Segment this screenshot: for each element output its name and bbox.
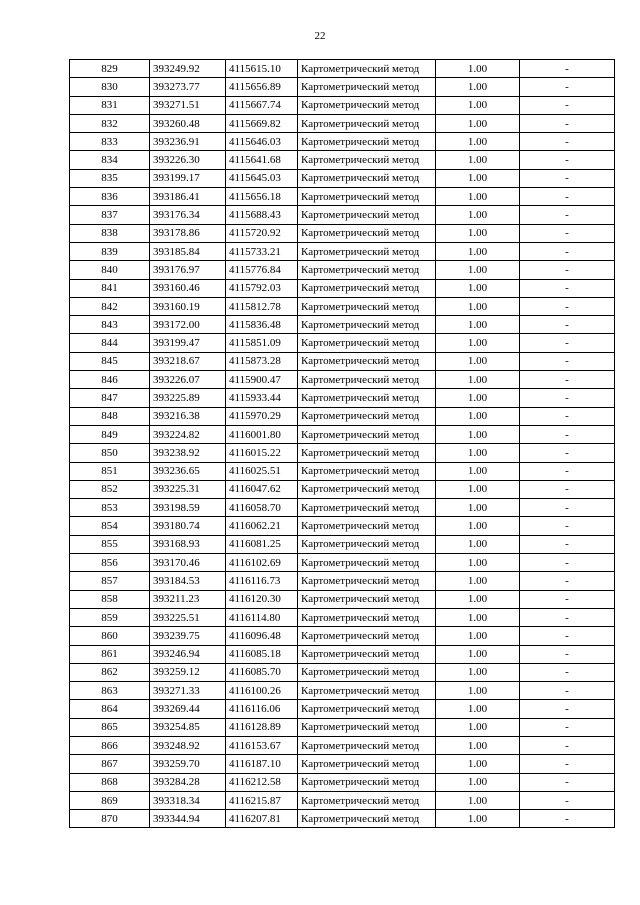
note-cell: - [520, 700, 615, 718]
accuracy-cell: 1.00 [436, 517, 520, 535]
table-row [70, 590, 615, 608]
y-coordinate-cell: 4115933.44 [226, 389, 298, 407]
note-cell: - [520, 682, 615, 700]
note-cell: - [520, 755, 615, 773]
x-coordinate-cell: 393184.53 [150, 572, 226, 590]
x-coordinate-cell: 393249.92 [150, 60, 226, 78]
method-cell: Картометрический метод [298, 78, 436, 96]
table-row [70, 554, 615, 572]
coordinates-table-body [70, 60, 615, 828]
method-cell: Картометрический метод [298, 334, 436, 352]
accuracy-cell: 1.00 [436, 224, 520, 242]
x-coordinate-cell: 393246.94 [150, 645, 226, 663]
accuracy-cell: 1.00 [436, 279, 520, 297]
method-cell: Картометрический метод [298, 316, 436, 334]
table-row [70, 444, 615, 462]
note-cell: - [520, 224, 615, 242]
y-coordinate-cell: 4116114.80 [226, 608, 298, 626]
table-row [70, 316, 615, 334]
point-number-cell: 846 [70, 371, 150, 389]
point-number-cell: 832 [70, 114, 150, 132]
y-coordinate-cell: 4115970.29 [226, 407, 298, 425]
y-coordinate-cell: 4115900.47 [226, 371, 298, 389]
method-cell: Картометрический метод [298, 297, 436, 315]
note-cell: - [520, 133, 615, 151]
table-row [70, 114, 615, 132]
method-cell: Картометрический метод [298, 224, 436, 242]
method-cell: Картометрический метод [298, 425, 436, 443]
method-cell: Картометрический метод [298, 188, 436, 206]
x-coordinate-cell: 393236.91 [150, 133, 226, 151]
note-cell: - [520, 151, 615, 169]
table-row [70, 791, 615, 809]
method-cell: Картометрический метод [298, 279, 436, 297]
point-number-cell: 848 [70, 407, 150, 425]
y-coordinate-cell: 4115776.84 [226, 261, 298, 279]
x-coordinate-cell: 393225.51 [150, 608, 226, 626]
accuracy-cell: 1.00 [436, 700, 520, 718]
y-coordinate-cell: 4115792.03 [226, 279, 298, 297]
accuracy-cell: 1.00 [436, 114, 520, 132]
note-cell: - [520, 535, 615, 553]
accuracy-cell: 1.00 [436, 242, 520, 260]
accuracy-cell: 1.00 [436, 297, 520, 315]
method-cell: Картометрический метод [298, 60, 436, 78]
point-number-cell: 856 [70, 554, 150, 572]
table-row [70, 517, 615, 535]
accuracy-cell: 1.00 [436, 554, 520, 572]
point-number-cell: 839 [70, 242, 150, 260]
method-cell: Картометрический метод [298, 608, 436, 626]
method-cell: Картометрический метод [298, 700, 436, 718]
method-cell: Картометрический метод [298, 169, 436, 187]
point-number-cell: 860 [70, 627, 150, 645]
note-cell: - [520, 554, 615, 572]
x-coordinate-cell: 393168.93 [150, 535, 226, 553]
table-row [70, 736, 615, 754]
accuracy-cell: 1.00 [436, 169, 520, 187]
point-number-cell: 864 [70, 700, 150, 718]
y-coordinate-cell: 4115669.82 [226, 114, 298, 132]
note-cell: - [520, 590, 615, 608]
table-row [70, 407, 615, 425]
point-number-cell: 838 [70, 224, 150, 242]
y-coordinate-cell: 4116128.89 [226, 718, 298, 736]
note-cell: - [520, 352, 615, 370]
table-row [70, 242, 615, 260]
method-cell: Картометрический метод [298, 242, 436, 260]
accuracy-cell: 1.00 [436, 627, 520, 645]
point-number-cell: 866 [70, 736, 150, 754]
y-coordinate-cell: 4115688.43 [226, 206, 298, 224]
x-coordinate-cell: 393172.00 [150, 316, 226, 334]
method-cell: Картометрический метод [298, 151, 436, 169]
point-number-cell: 836 [70, 188, 150, 206]
table-row [70, 352, 615, 370]
table-row [70, 480, 615, 498]
y-coordinate-cell: 4116215.87 [226, 791, 298, 809]
table-row [70, 462, 615, 480]
note-cell: - [520, 407, 615, 425]
x-coordinate-cell: 393269.44 [150, 700, 226, 718]
method-cell: Картометрический метод [298, 755, 436, 773]
point-number-cell: 855 [70, 535, 150, 553]
note-cell: - [520, 371, 615, 389]
accuracy-cell: 1.00 [436, 535, 520, 553]
method-cell: Картометрический метод [298, 480, 436, 498]
accuracy-cell: 1.00 [436, 334, 520, 352]
x-coordinate-cell: 393344.94 [150, 810, 226, 828]
method-cell: Картометрический метод [298, 535, 436, 553]
method-cell: Картометрический метод [298, 96, 436, 114]
page-number: 22 [314, 30, 326, 42]
note-cell: - [520, 663, 615, 681]
method-cell: Картометрический метод [298, 133, 436, 151]
accuracy-cell: 1.00 [436, 480, 520, 498]
table-row [70, 371, 615, 389]
table-row [70, 682, 615, 700]
point-number-cell: 852 [70, 480, 150, 498]
table-row [70, 425, 615, 443]
method-cell: Картометрический метод [298, 663, 436, 681]
accuracy-cell: 1.00 [436, 188, 520, 206]
x-coordinate-cell: 393216.38 [150, 407, 226, 425]
note-cell: - [520, 517, 615, 535]
x-coordinate-cell: 393218.67 [150, 352, 226, 370]
accuracy-cell: 1.00 [436, 682, 520, 700]
point-number-cell: 850 [70, 444, 150, 462]
accuracy-cell: 1.00 [436, 444, 520, 462]
y-coordinate-cell: 4115645.03 [226, 169, 298, 187]
method-cell: Картометрический метод [298, 389, 436, 407]
method-cell: Картометрический метод [298, 352, 436, 370]
x-coordinate-cell: 393186.41 [150, 188, 226, 206]
x-coordinate-cell: 393224.82 [150, 425, 226, 443]
method-cell: Картометрический метод [298, 114, 436, 132]
point-number-cell: 854 [70, 517, 150, 535]
x-coordinate-cell: 393284.28 [150, 773, 226, 791]
point-number-cell: 837 [70, 206, 150, 224]
table-row [70, 279, 615, 297]
accuracy-cell: 1.00 [436, 645, 520, 663]
table-row [70, 334, 615, 352]
method-cell: Картометрический метод [298, 773, 436, 791]
table-row [70, 297, 615, 315]
method-cell: Картометрический метод [298, 682, 436, 700]
note-cell: - [520, 188, 615, 206]
note-cell: - [520, 718, 615, 736]
point-number-cell: 845 [70, 352, 150, 370]
accuracy-cell: 1.00 [436, 407, 520, 425]
accuracy-cell: 1.00 [436, 261, 520, 279]
table-row [70, 224, 615, 242]
y-coordinate-cell: 4115733.21 [226, 242, 298, 260]
note-cell: - [520, 480, 615, 498]
table-row [70, 261, 615, 279]
x-coordinate-cell: 393225.89 [150, 389, 226, 407]
y-coordinate-cell: 4115667.74 [226, 96, 298, 114]
note-cell: - [520, 810, 615, 828]
y-coordinate-cell: 4116212.58 [226, 773, 298, 791]
method-cell: Картометрический метод [298, 572, 436, 590]
note-cell: - [520, 279, 615, 297]
x-coordinate-cell: 393211.23 [150, 590, 226, 608]
accuracy-cell: 1.00 [436, 78, 520, 96]
table-row [70, 96, 615, 114]
note-cell: - [520, 169, 615, 187]
table-row [70, 700, 615, 718]
y-coordinate-cell: 4116058.70 [226, 499, 298, 517]
accuracy-cell: 1.00 [436, 718, 520, 736]
x-coordinate-cell: 393226.30 [150, 151, 226, 169]
y-coordinate-cell: 4116153.67 [226, 736, 298, 754]
x-coordinate-cell: 393226.07 [150, 371, 226, 389]
note-cell: - [520, 114, 615, 132]
accuracy-cell: 1.00 [436, 316, 520, 334]
x-coordinate-cell: 393273.77 [150, 78, 226, 96]
y-coordinate-cell: 4116085.70 [226, 663, 298, 681]
x-coordinate-cell: 393178.86 [150, 224, 226, 242]
point-number-cell: 867 [70, 755, 150, 773]
note-cell: - [520, 462, 615, 480]
y-coordinate-cell: 4116096.48 [226, 627, 298, 645]
accuracy-cell: 1.00 [436, 755, 520, 773]
point-number-cell: 835 [70, 169, 150, 187]
note-cell: - [520, 242, 615, 260]
y-coordinate-cell: 4116120.30 [226, 590, 298, 608]
accuracy-cell: 1.00 [436, 425, 520, 443]
method-cell: Картометрический метод [298, 444, 436, 462]
y-coordinate-cell: 4116081.25 [226, 535, 298, 553]
method-cell: Картометрический метод [298, 736, 436, 754]
table-row [70, 810, 615, 828]
note-cell: - [520, 389, 615, 407]
x-coordinate-cell: 393199.17 [150, 169, 226, 187]
y-coordinate-cell: 4115720.92 [226, 224, 298, 242]
x-coordinate-cell: 393254.85 [150, 718, 226, 736]
y-coordinate-cell: 4116015.22 [226, 444, 298, 462]
y-coordinate-cell: 4116047.62 [226, 480, 298, 498]
accuracy-cell: 1.00 [436, 773, 520, 791]
y-coordinate-cell: 4115873.28 [226, 352, 298, 370]
point-number-cell: 859 [70, 608, 150, 626]
table-row [70, 78, 615, 96]
method-cell: Картометрический метод [298, 627, 436, 645]
x-coordinate-cell: 393176.34 [150, 206, 226, 224]
point-number-cell: 862 [70, 663, 150, 681]
x-coordinate-cell: 393260.48 [150, 114, 226, 132]
point-number-cell: 840 [70, 261, 150, 279]
note-cell: - [520, 736, 615, 754]
point-number-cell: 831 [70, 96, 150, 114]
point-number-cell: 829 [70, 60, 150, 78]
point-number-cell: 858 [70, 590, 150, 608]
note-cell: - [520, 261, 615, 279]
note-cell: - [520, 425, 615, 443]
table-row [70, 572, 615, 590]
y-coordinate-cell: 4116025.51 [226, 462, 298, 480]
table-row [70, 627, 615, 645]
table-row [70, 608, 615, 626]
x-coordinate-cell: 393180.74 [150, 517, 226, 535]
method-cell: Картометрический метод [298, 499, 436, 517]
table-row [70, 60, 615, 78]
table-row [70, 133, 615, 151]
y-coordinate-cell: 4115836.48 [226, 316, 298, 334]
x-coordinate-cell: 393199.47 [150, 334, 226, 352]
accuracy-cell: 1.00 [436, 810, 520, 828]
x-coordinate-cell: 393259.12 [150, 663, 226, 681]
point-number-cell: 843 [70, 316, 150, 334]
point-number-cell: 865 [70, 718, 150, 736]
note-cell: - [520, 316, 615, 334]
note-cell: - [520, 773, 615, 791]
point-number-cell: 833 [70, 133, 150, 151]
y-coordinate-cell: 4115656.89 [226, 78, 298, 96]
accuracy-cell: 1.00 [436, 791, 520, 809]
method-cell: Картометрический метод [298, 261, 436, 279]
accuracy-cell: 1.00 [436, 499, 520, 517]
x-coordinate-cell: 393225.31 [150, 480, 226, 498]
x-coordinate-cell: 393170.46 [150, 554, 226, 572]
accuracy-cell: 1.00 [436, 151, 520, 169]
accuracy-cell: 1.00 [436, 389, 520, 407]
method-cell: Картометрический метод [298, 810, 436, 828]
accuracy-cell: 1.00 [436, 462, 520, 480]
method-cell: Картометрический метод [298, 590, 436, 608]
note-cell: - [520, 96, 615, 114]
accuracy-cell: 1.00 [436, 572, 520, 590]
point-number-cell: 834 [70, 151, 150, 169]
table-row [70, 169, 615, 187]
x-coordinate-cell: 393271.33 [150, 682, 226, 700]
x-coordinate-cell: 393160.46 [150, 279, 226, 297]
accuracy-cell: 1.00 [436, 352, 520, 370]
x-coordinate-cell: 393160.19 [150, 297, 226, 315]
note-cell: - [520, 334, 615, 352]
point-number-cell: 847 [70, 389, 150, 407]
point-number-cell: 844 [70, 334, 150, 352]
x-coordinate-cell: 393248.92 [150, 736, 226, 754]
table-row [70, 206, 615, 224]
accuracy-cell: 1.00 [436, 133, 520, 151]
x-coordinate-cell: 393259.70 [150, 755, 226, 773]
method-cell: Картометрический метод [298, 407, 436, 425]
coordinates-table [69, 59, 615, 828]
accuracy-cell: 1.00 [436, 608, 520, 626]
point-number-cell: 842 [70, 297, 150, 315]
point-number-cell: 830 [70, 78, 150, 96]
y-coordinate-cell: 4116102.69 [226, 554, 298, 572]
accuracy-cell: 1.00 [436, 206, 520, 224]
note-cell: - [520, 791, 615, 809]
method-cell: Картометрический метод [298, 718, 436, 736]
point-number-cell: 849 [70, 425, 150, 443]
y-coordinate-cell: 4115646.03 [226, 133, 298, 151]
note-cell: - [520, 608, 615, 626]
note-cell: - [520, 297, 615, 315]
table-row [70, 389, 615, 407]
x-coordinate-cell: 393236.65 [150, 462, 226, 480]
point-number-cell: 863 [70, 682, 150, 700]
note-cell: - [520, 645, 615, 663]
accuracy-cell: 1.00 [436, 736, 520, 754]
table-row [70, 645, 615, 663]
method-cell: Картометрический метод [298, 517, 436, 535]
point-number-cell: 869 [70, 791, 150, 809]
table-row [70, 755, 615, 773]
note-cell: - [520, 206, 615, 224]
accuracy-cell: 1.00 [436, 590, 520, 608]
y-coordinate-cell: 4115851.09 [226, 334, 298, 352]
method-cell: Картометрический метод [298, 791, 436, 809]
table-row [70, 773, 615, 791]
accuracy-cell: 1.00 [436, 96, 520, 114]
point-number-cell: 870 [70, 810, 150, 828]
point-number-cell: 841 [70, 279, 150, 297]
note-cell: - [520, 60, 615, 78]
method-cell: Картометрический метод [298, 462, 436, 480]
point-number-cell: 857 [70, 572, 150, 590]
y-coordinate-cell: 4115812.78 [226, 297, 298, 315]
method-cell: Картометрический метод [298, 645, 436, 663]
y-coordinate-cell: 4115641.68 [226, 151, 298, 169]
table-row [70, 535, 615, 553]
y-coordinate-cell: 4116116.73 [226, 572, 298, 590]
method-cell: Картометрический метод [298, 371, 436, 389]
x-coordinate-cell: 393238.92 [150, 444, 226, 462]
y-coordinate-cell: 4116085.18 [226, 645, 298, 663]
x-coordinate-cell: 393176.97 [150, 261, 226, 279]
table-row [70, 151, 615, 169]
x-coordinate-cell: 393185.84 [150, 242, 226, 260]
y-coordinate-cell: 4116207.81 [226, 810, 298, 828]
x-coordinate-cell: 393239.75 [150, 627, 226, 645]
y-coordinate-cell: 4115656.18 [226, 188, 298, 206]
note-cell: - [520, 499, 615, 517]
x-coordinate-cell: 393318.34 [150, 791, 226, 809]
note-cell: - [520, 572, 615, 590]
table-row [70, 718, 615, 736]
accuracy-cell: 1.00 [436, 371, 520, 389]
y-coordinate-cell: 4116187.10 [226, 755, 298, 773]
accuracy-cell: 1.00 [436, 60, 520, 78]
point-number-cell: 851 [70, 462, 150, 480]
point-number-cell: 853 [70, 499, 150, 517]
point-number-cell: 861 [70, 645, 150, 663]
x-coordinate-cell: 393198.59 [150, 499, 226, 517]
y-coordinate-cell: 4116116.06 [226, 700, 298, 718]
note-cell: - [520, 627, 615, 645]
y-coordinate-cell: 4116100.26 [226, 682, 298, 700]
table-row [70, 188, 615, 206]
note-cell: - [520, 78, 615, 96]
y-coordinate-cell: 4116062.21 [226, 517, 298, 535]
method-cell: Картометрический метод [298, 554, 436, 572]
accuracy-cell: 1.00 [436, 663, 520, 681]
y-coordinate-cell: 4115615.10 [226, 60, 298, 78]
method-cell: Картометрический метод [298, 206, 436, 224]
x-coordinate-cell: 393271.51 [150, 96, 226, 114]
table-row [70, 663, 615, 681]
note-cell: - [520, 444, 615, 462]
point-number-cell: 868 [70, 773, 150, 791]
y-coordinate-cell: 4116001.80 [226, 425, 298, 443]
table-row [70, 499, 615, 517]
